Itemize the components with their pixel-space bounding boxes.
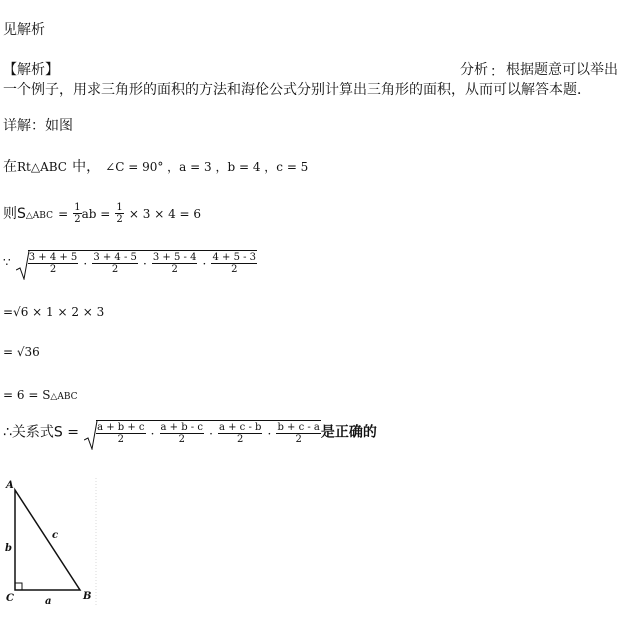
conc-frac-3-num: a + c - b [218, 422, 262, 433]
area-line [3, 202, 201, 225]
step-3 [3, 384, 78, 404]
analysis-intro: 根据题意可以举出 [506, 62, 618, 78]
analysis-body: 一个例子，用求三角形的面积的方法和海伦公式分别计算出三角形的面积，从而可以解答本题． [3, 82, 591, 98]
vertex-c-label: C [6, 593, 14, 604]
area-half-num: 1 [74, 202, 81, 213]
side-b-label: b [5, 543, 12, 554]
heron-frac-2 [92, 252, 138, 275]
heron-frac-4-num: 4 + 5 - 3 [212, 252, 257, 263]
conc-frac-3 [218, 422, 262, 445]
heron-frac-4 [211, 252, 257, 275]
triangle-shape [15, 490, 80, 590]
conc-frac-1-num: a + b + c [97, 422, 145, 433]
area-subscript: △ABC [25, 211, 53, 221]
step-2: = √36 [3, 345, 40, 359]
conc-frac-2-num: a + b - c [160, 422, 203, 433]
heron-line [3, 250, 257, 275]
conc-frac-4-num: b + c - a [277, 422, 320, 433]
step-1: =√6 × 1 × 2 × 3 [3, 305, 105, 319]
area-ab: ab = [81, 207, 111, 221]
answer-heading: 见解析 [3, 22, 45, 38]
detail-label: 详解：如图 [3, 118, 73, 134]
heron-frac-1 [28, 252, 79, 275]
area-half-fraction-2 [115, 202, 123, 225]
because-symbol: ∵ [3, 255, 11, 270]
conc-frac-3-den: 2 [237, 434, 244, 445]
given-mid: 中， [72, 159, 101, 175]
area-half-den: 2 [74, 214, 81, 225]
area-half-num-2: 1 [116, 202, 123, 213]
given-values: ∠C = 90° ，a = 3 ，b = 4 ，c = 5 [105, 160, 309, 174]
area-eq: = [58, 207, 69, 221]
conc-frac-2-den: 2 [178, 434, 185, 445]
side-c-label: c [52, 530, 59, 541]
heron-frac-3-den: 2 [171, 264, 178, 275]
given-prefix: 在 [3, 159, 17, 175]
vertex-b-label: B [83, 591, 92, 602]
step-3-sub: △ABC [50, 392, 78, 402]
area-half-fraction [73, 202, 81, 225]
conc-frac-1-den: 2 [117, 434, 124, 445]
analysis-tag: 【解析】 [3, 62, 59, 78]
radical-sign-icon [16, 250, 30, 280]
heron-frac-3-num: 3 + 5 - 4 [152, 252, 197, 263]
conclusion-radicand: $\frac{a + b + c}{2}$ · $\frac{a + b - c}{2}$ · $\frac{a + c - b}{2}$ · $\frac{b + c - a}{2}$ [97, 422, 320, 445]
area-prefix: 则S [3, 206, 26, 222]
given-triangle: Rt△ABC [17, 160, 67, 174]
heron-frac-3 [152, 252, 198, 275]
conc-frac-4 [276, 422, 320, 445]
area-calc: × 3 × 4 = 6 [128, 207, 202, 221]
triangle-figure [0, 470, 110, 610]
heron-radical [16, 250, 257, 275]
conclusion-radical [84, 420, 321, 445]
heron-radicand: $\frac{3 + 4 + 5}{2}$ · $\frac{3 + 4 - 5}{2}$ · $\frac{3 + 5 - 4}{2}$ · $\frac{4 + 5 - 3}{2}$ [28, 252, 257, 275]
conc-frac-4-den: 2 [295, 434, 302, 445]
area-half-den-2: 2 [116, 214, 123, 225]
right-angle-mark [15, 583, 22, 590]
step-3-prefix: = 6 = S [3, 388, 51, 402]
analysis-label: 分析 [460, 62, 488, 78]
conc-frac-2 [160, 422, 204, 445]
heron-frac-4-den: 2 [231, 264, 238, 275]
vertex-a-label: A [6, 480, 14, 491]
radical-sign-icon [84, 420, 98, 450]
analysis-colon: ： [490, 64, 504, 80]
side-a-label: a [45, 596, 52, 607]
given-line [3, 156, 308, 175]
heron-frac-1-den: 2 [49, 264, 57, 275]
heron-frac-1-num: 3 + 4 + 5 [28, 252, 78, 263]
conc-frac-1 [96, 422, 145, 445]
conclusion-prefix: ∴关系式S = [3, 424, 79, 441]
conclusion-line [3, 420, 377, 445]
heron-frac-2-den: 2 [111, 264, 119, 275]
heron-frac-2-num: 3 + 4 - 5 [93, 252, 137, 263]
conclusion-suffix: 是正确的 [320, 424, 377, 441]
